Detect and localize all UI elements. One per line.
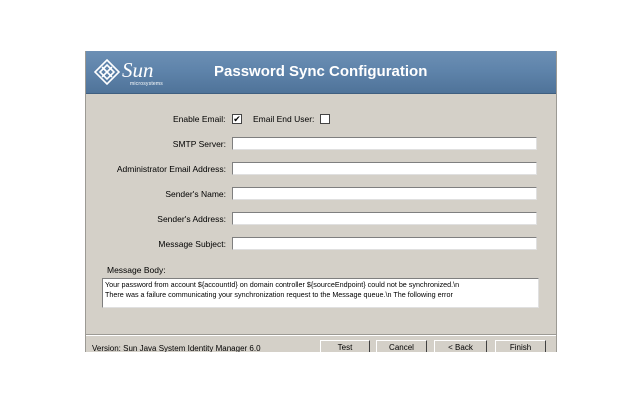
admin-email-label: Administrator Email Address: (116, 164, 226, 174)
version-text: Version: Sun Java System Identity Manager 6.0 (92, 344, 261, 352)
logo-subtitle: microsystems (130, 81, 163, 87)
header-bar (86, 51, 556, 94)
email-end-user-checkbox[interactable] (320, 114, 330, 124)
back-button[interactable]: < Back (434, 340, 487, 352)
enable-email-label: Enable Email: (173, 114, 226, 124)
password-sync-window (85, 51, 557, 352)
email-end-user-label: Email End User: (253, 114, 315, 124)
sender-name-label: Sender's Name: (165, 189, 226, 199)
message-body-line-1: Your password from account ${accountId} on domain controller ${sourceEndpoint} could not be synchronized.\n (105, 280, 460, 289)
footer-divider (86, 334, 556, 336)
smtp-server-input[interactable] (232, 137, 537, 150)
sender-name-input[interactable] (232, 187, 537, 200)
sun-logo (94, 58, 174, 88)
message-body-line-2: There was a failure communicating your synchronization request to the Message queue.\n The following error (105, 290, 453, 299)
message-body-textarea[interactable] (102, 278, 539, 308)
smtp-server-label: SMTP Server: (172, 139, 226, 149)
message-subject-input[interactable] (232, 237, 537, 250)
enable-email-checkbox[interactable]: ✔ (233, 114, 241, 124)
sender-address-label: Sender's Address: (157, 214, 226, 224)
message-subject-label: Message Subject: (158, 239, 226, 249)
test-button[interactable]: Test (320, 340, 370, 352)
sender-address-input[interactable] (232, 212, 537, 225)
logo-word: Sun (122, 58, 154, 82)
message-body-label: Message Body: (107, 265, 166, 275)
admin-email-input[interactable] (232, 162, 537, 175)
cancel-button[interactable]: Cancel (376, 340, 427, 352)
page-title: Password Sync Configuration (214, 63, 428, 80)
sun-diamond-icon (94, 59, 120, 85)
finish-button[interactable]: Finish (495, 340, 546, 352)
